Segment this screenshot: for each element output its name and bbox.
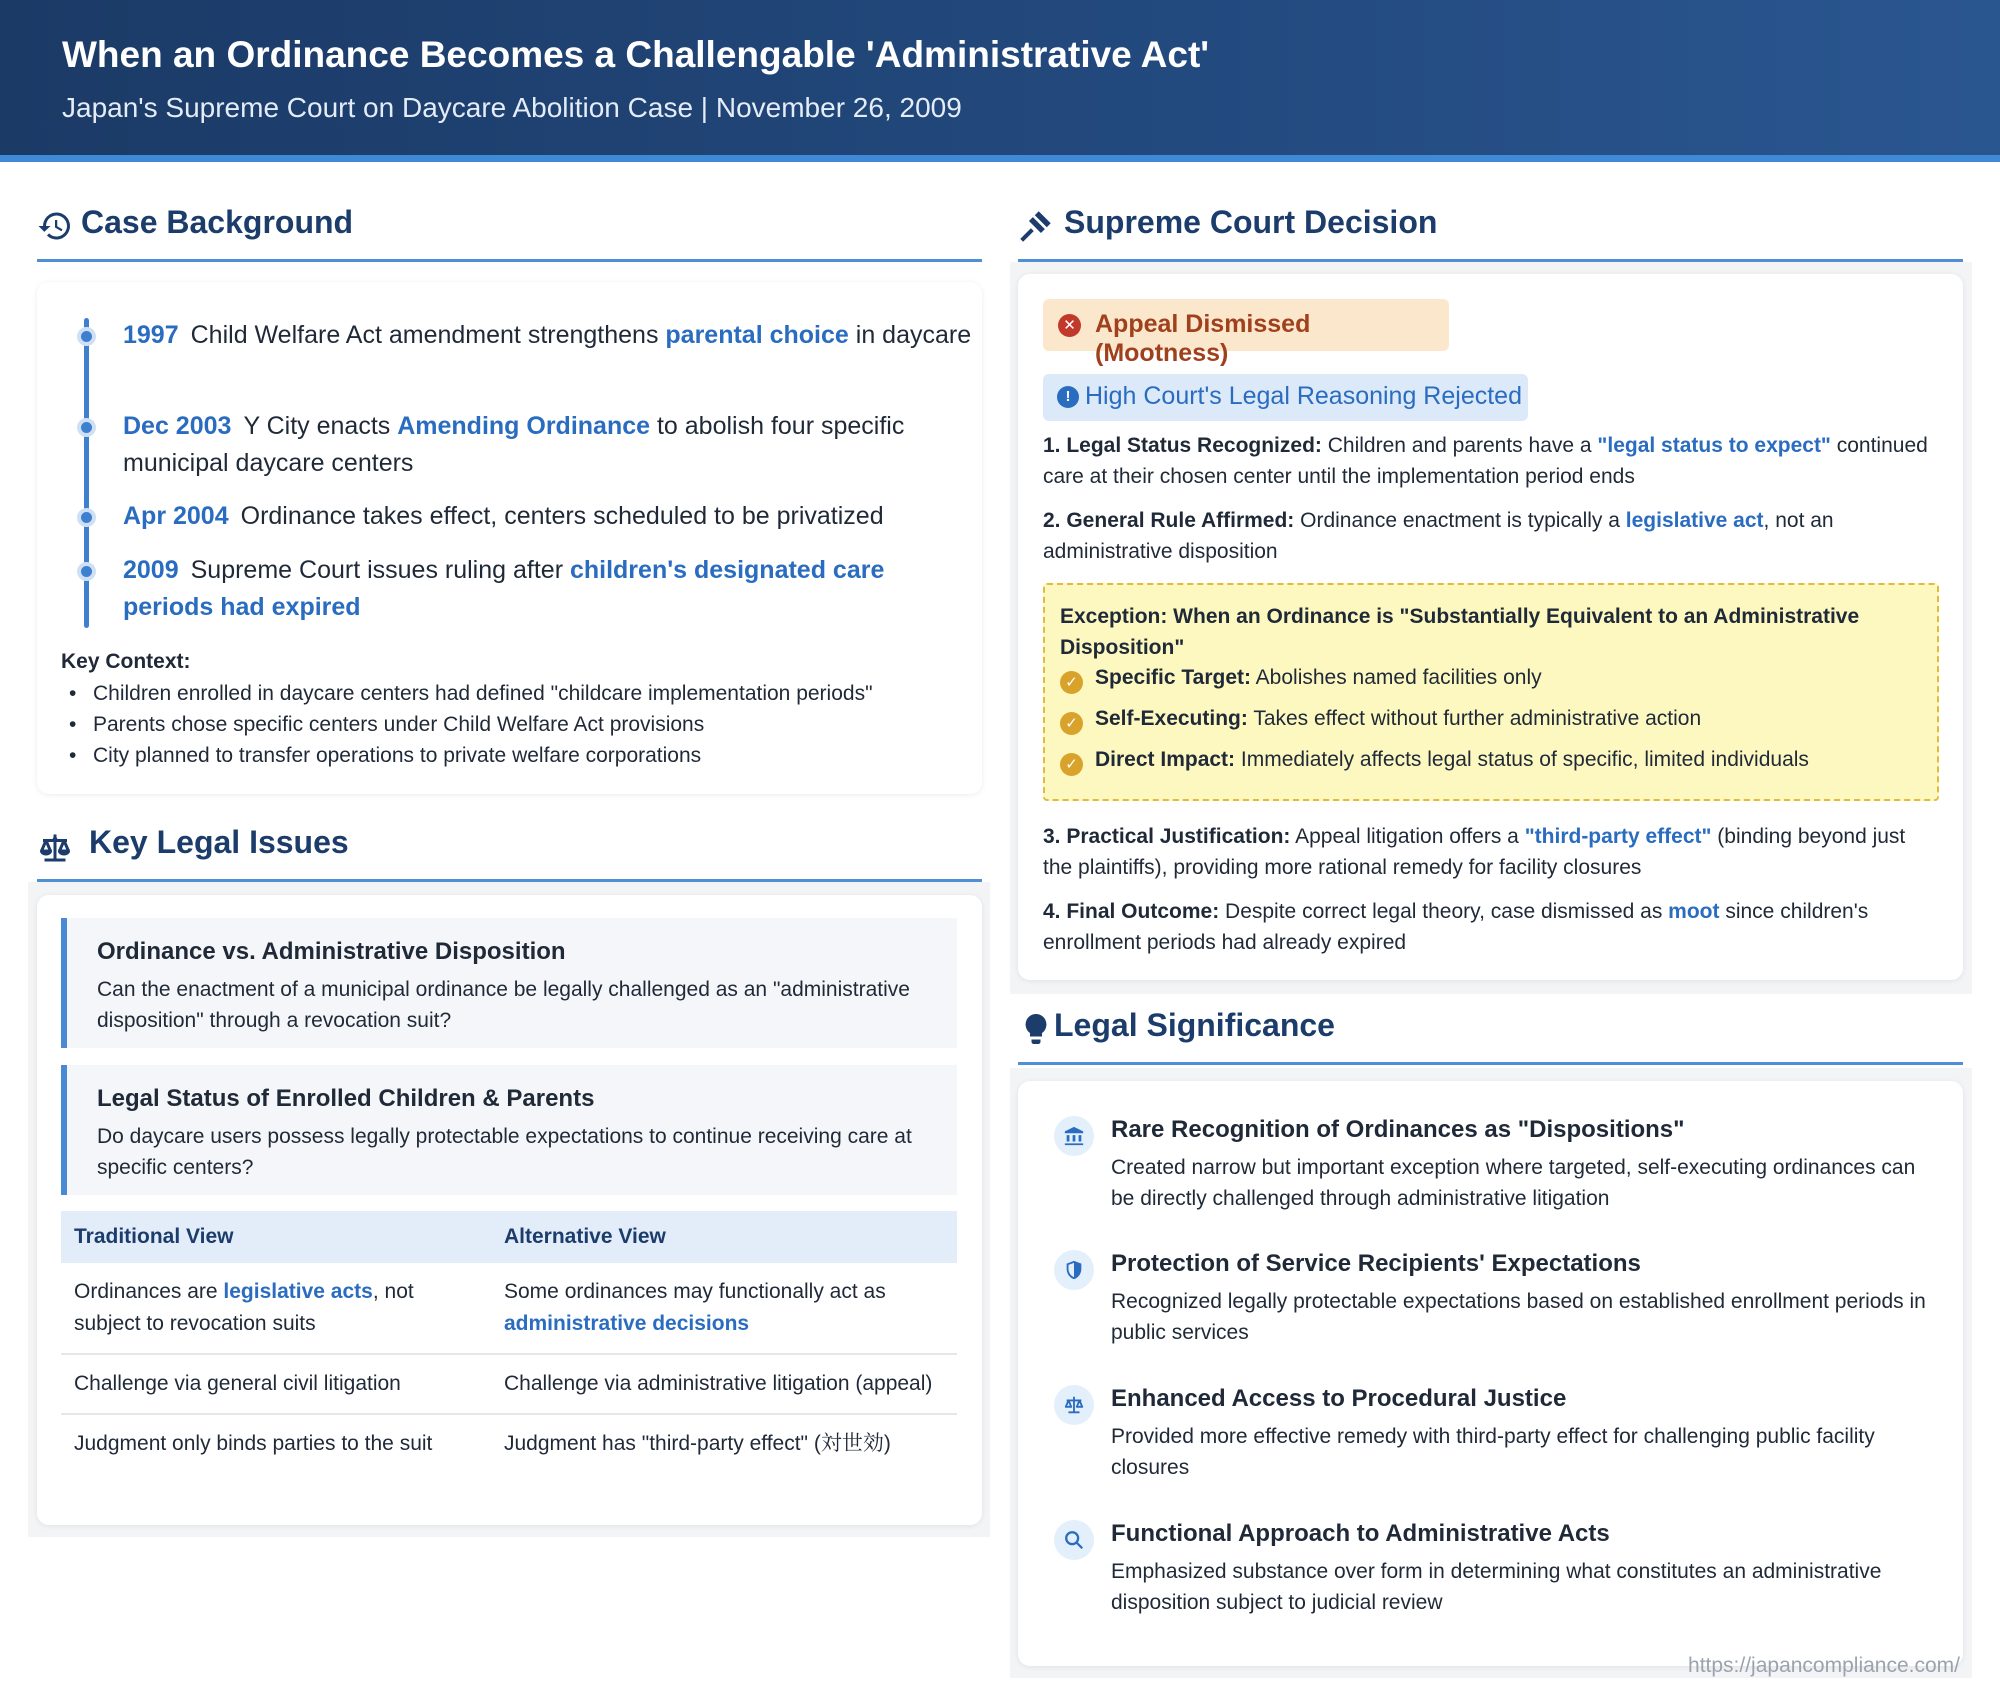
key-context-title: Key Context: xyxy=(61,650,191,673)
point-highlight: legislative act xyxy=(1625,509,1764,532)
timeline-line xyxy=(84,318,89,628)
timeline-year: 2009 xyxy=(123,556,179,584)
significance-item xyxy=(1054,1250,1934,1360)
key-legal-issues-title: Key Legal Issues xyxy=(89,824,349,860)
timeline-year: 1997 xyxy=(123,321,179,349)
views-comparison-table xyxy=(61,1211,957,1473)
timeline-item xyxy=(123,498,973,535)
table-row xyxy=(61,1414,957,1473)
timeline-text: to abolish four specific municipal daycare centers xyxy=(123,412,905,477)
item-label: Self-Executing: xyxy=(1095,707,1248,730)
exception-box xyxy=(1043,583,1939,801)
page-subtitle: Japan's Supreme Court on Daycare Abolition Case | November 26, 2009 xyxy=(62,92,962,123)
timeline-year: Dec 2003 xyxy=(123,412,232,440)
point-label: 4. Final Outcome: xyxy=(1043,900,1220,923)
cell-highlight: legislative acts xyxy=(223,1280,373,1303)
point-highlight: moot xyxy=(1668,900,1720,923)
significance-description: Emphasized substance over form in determining what constitutes an administrative disposition subject to judicial review xyxy=(1111,1560,1882,1614)
page-header xyxy=(0,0,2000,162)
timeline-text: in daycare xyxy=(848,321,972,349)
significance-title: Functional Approach to Administrative Acts xyxy=(1111,1520,1610,1547)
table-cell xyxy=(491,1263,957,1354)
point-text: , not an administrative disposition xyxy=(1043,509,1834,563)
error-icon: ✕ xyxy=(1058,314,1081,337)
scales-icon xyxy=(37,830,73,866)
item-label: Direct Impact: xyxy=(1095,748,1236,771)
significance-title: Rare Recognition of Ordinances as "Dispositions" xyxy=(1111,1116,1685,1143)
shield-icon xyxy=(1054,1250,1094,1290)
significance-item xyxy=(1054,1116,1934,1226)
point-label: 3. Practical Justification: xyxy=(1043,825,1291,848)
info-icon: ! xyxy=(1057,386,1079,408)
significance-item xyxy=(1054,1520,1934,1630)
significance-description: Provided more effective remedy with third-party effect for challenging public facility closures xyxy=(1111,1425,1875,1479)
scales-icon xyxy=(1054,1385,1094,1425)
timeline-dot xyxy=(77,418,96,437)
point-text: continued care at their chosen center until the implementation period ends xyxy=(1043,434,1928,488)
table-row xyxy=(61,1354,957,1414)
cell-text: , not subject to revocation suits xyxy=(74,1280,414,1335)
magnifier-icon xyxy=(1054,1520,1094,1560)
column-header: Alternative View xyxy=(491,1211,957,1263)
decision-point-4 xyxy=(1043,896,1933,958)
timeline-text: Child Welfare Act amendment strengthens xyxy=(190,321,666,349)
list-item: • City planned to transfer operations to private welfare corporations xyxy=(61,740,873,771)
table-cell: Challenge via administrative litigation (appeal) xyxy=(491,1354,957,1414)
timeline-text: Supreme Court issues ruling after xyxy=(190,556,570,584)
timeline-item xyxy=(123,317,973,354)
cell-highlight: administrative decisions xyxy=(504,1312,750,1335)
table-cell xyxy=(61,1263,491,1354)
point-text: Despite correct legal theory, case dismissed as xyxy=(1219,900,1669,923)
bank-icon xyxy=(1054,1116,1094,1156)
key-legal-issues-header xyxy=(37,820,982,882)
supreme-court-decision-title: Supreme Court Decision xyxy=(1064,204,1438,240)
point-label: 2. General Rule Affirmed: xyxy=(1043,509,1295,532)
legal-significance-title: Legal Significance xyxy=(1054,1007,1335,1043)
history-icon xyxy=(37,208,73,244)
item-text: Immediately affects legal status of specific, limited individuals xyxy=(1235,748,1809,771)
significance-title: Enhanced Access to Procedural Justice xyxy=(1111,1385,1567,1412)
table-row xyxy=(61,1263,957,1354)
list-item: • Children enrolled in daycare centers had defined "childcare implementation periods" xyxy=(61,678,873,709)
significance-description: Recognized legally protectable expectations based on established enrollment periods in public services xyxy=(1111,1290,1926,1344)
supreme-court-decision-header xyxy=(1018,200,1963,262)
cell-text: Some ordinances may functionally act as xyxy=(504,1280,886,1303)
timeline-highlight: parental choice xyxy=(665,321,849,349)
point-text: (binding beyond just the plaintiffs), providing more rational remedy for facility closures xyxy=(1043,825,1906,879)
point-highlight: "third-party effect" xyxy=(1524,825,1712,848)
issue-description: Can the enactment of a municipal ordinance be legally challenged as an "administrative disposition" through a revocation suit? xyxy=(97,978,910,1032)
timeline-dot xyxy=(77,562,96,581)
table-cell: Judgment has "third-party effect" (対世効) xyxy=(504,1432,891,1455)
column-header: Traditional View xyxy=(61,1211,491,1263)
timeline-text: Y City enacts xyxy=(243,412,398,440)
badge-label: Appeal Dismissed (Mootness) xyxy=(1095,310,1311,367)
item-text: Abolishes named facilities only xyxy=(1250,666,1542,689)
point-text: Appeal litigation offers a xyxy=(1290,825,1525,848)
timeline-text: Ordinance takes effect, centers scheduled to be privatized xyxy=(240,502,884,530)
exception-item xyxy=(1060,666,1542,694)
decision-point-3 xyxy=(1043,821,1933,883)
timeline-item xyxy=(123,552,973,626)
appeal-dismissed-badge xyxy=(1043,299,1449,367)
page-title: When an Ordinance Becomes a Challengable 'Administrative Act' xyxy=(62,34,1210,75)
point-highlight: "legal status to expect" xyxy=(1597,434,1831,457)
decision-point-1 xyxy=(1043,430,1933,492)
case-background-header xyxy=(37,200,982,262)
gavel-icon xyxy=(1018,208,1054,244)
exception-title: Exception: When an Ordinance is "Substantially Equivalent to an Administrative Disposition" xyxy=(1060,605,1860,659)
item-label: Specific Target: xyxy=(1095,666,1251,689)
exception-item xyxy=(1060,707,1701,735)
timeline-dot xyxy=(77,508,96,527)
item-text: Takes effect without further administrative action xyxy=(1247,707,1702,730)
point-text: Ordinance enactment is typically a xyxy=(1294,509,1626,532)
significance-item xyxy=(1054,1385,1934,1495)
timeline-highlight: children's designated care periods had expired xyxy=(123,556,885,621)
significance-description: Created narrow but important exception where targeted, self-executing ordinances can be directly challenged through administrative litigation xyxy=(1111,1156,1916,1210)
decision-point-2 xyxy=(1043,505,1933,567)
timeline-item xyxy=(123,408,973,482)
timeline-highlight: Amending Ordinance xyxy=(397,412,651,440)
case-background-title: Case Background xyxy=(81,204,354,240)
table-header-row xyxy=(61,1211,957,1263)
issue-title: Ordinance vs. Administrative Disposition xyxy=(97,938,566,965)
legal-significance-header xyxy=(1018,1003,1963,1065)
point-text: Children and parents have a xyxy=(1321,434,1598,457)
check-icon: ✓ xyxy=(1060,712,1083,735)
issue-card xyxy=(61,918,957,1048)
key-context-list xyxy=(61,678,873,771)
table-cell: Challenge via general civil litigation xyxy=(61,1354,491,1414)
cell-text: Ordinances are xyxy=(74,1280,224,1303)
table-cell: Judgment only binds parties to the suit xyxy=(74,1432,433,1455)
timeline-year: Apr 2004 xyxy=(123,502,229,530)
check-icon: ✓ xyxy=(1060,671,1083,694)
badge-label: High Court's Legal Reasoning Rejected xyxy=(1085,382,1522,410)
point-label: 1. Legal Status Recognized: xyxy=(1043,434,1322,457)
timeline-dot xyxy=(77,327,96,346)
point-text: since children's enrollment periods had already expired xyxy=(1043,900,1869,954)
list-item: • Parents chose specific centers under Child Welfare Act provisions xyxy=(61,709,873,740)
issue-description: Do daycare users possess legally protectable expectations to continue receiving care at specific centers? xyxy=(97,1125,912,1179)
issue-title: Legal Status of Enrolled Children & Parents xyxy=(97,1085,595,1112)
issue-card xyxy=(61,1065,957,1195)
significance-title: Protection of Service Recipients' Expectations xyxy=(1111,1250,1641,1277)
footer-url: https://japancompliance.com/ xyxy=(1688,1654,1960,1677)
lightbulb-icon xyxy=(1018,1011,1054,1047)
check-icon: ✓ xyxy=(1060,753,1083,776)
reasoning-rejected-badge xyxy=(1043,374,1528,421)
exception-item xyxy=(1060,748,1809,776)
